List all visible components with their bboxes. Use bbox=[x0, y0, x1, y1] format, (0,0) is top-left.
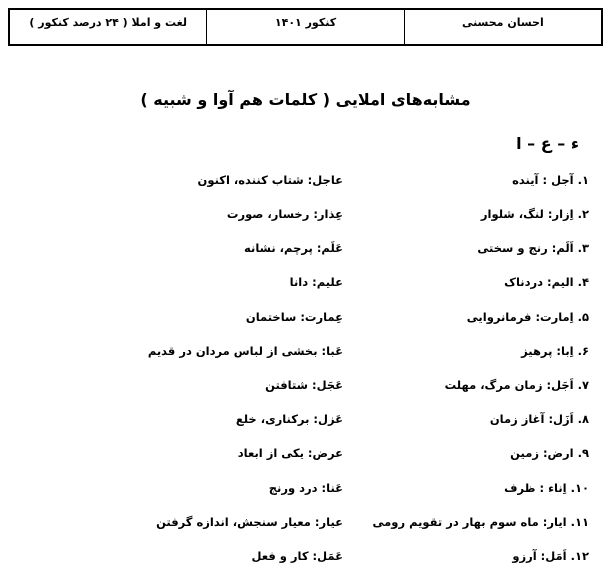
header-topic: لغت و املا ( ۲۴ درصد کنکور ) bbox=[10, 10, 207, 44]
word-pair-row bbox=[0, 173, 611, 197]
word-right: ۶. اِبا: پرهیز bbox=[521, 344, 589, 358]
word-left: عَلَم: پرچم، نشانه bbox=[244, 241, 343, 255]
letters-heading: ء – ع – ا bbox=[516, 134, 579, 153]
word-right: ۱. آجل : آینده bbox=[512, 173, 589, 187]
word-pair-row bbox=[0, 275, 611, 299]
word-pair-row bbox=[0, 446, 611, 470]
word-left: عاجل: شتاب کننده، اکنون bbox=[197, 173, 343, 187]
word-right: ۲. اِزار: لنگ، شلوار bbox=[480, 207, 589, 221]
word-left: عَجَل: شتافتن bbox=[265, 378, 343, 392]
word-left: عِمارت: ساختمان bbox=[245, 310, 343, 324]
word-right: ۱۰. اِناء : ظرف bbox=[504, 481, 589, 495]
word-right: ۱۲. اَمَل: آرزو bbox=[512, 549, 589, 563]
word-left: عیار: معیار سنجش، اندازه گرفتن bbox=[156, 515, 343, 529]
header-author: احسان محسنی bbox=[461, 16, 544, 29]
word-pair-row bbox=[0, 378, 611, 402]
word-pair-row bbox=[0, 241, 611, 265]
word-right: ۸. اَزَل: آغاز زمان bbox=[489, 412, 589, 426]
word-pair-row bbox=[0, 412, 611, 436]
word-right: ۳. اَلَم: رنج و سختی bbox=[477, 241, 589, 255]
word-left: عَزل: برکناری، خلع bbox=[235, 412, 343, 426]
word-right: ۵. اِمارت: فرمانروایی bbox=[466, 310, 589, 324]
word-right: ۱۱. ایار: ماه سوم بهار در تقویم رومی bbox=[372, 515, 589, 529]
word-right: ۷. اَجَل: زمان مرگ، مهلت bbox=[444, 378, 589, 392]
word-left: عَمَل: کار و فعل bbox=[251, 549, 343, 563]
word-pair-row bbox=[0, 515, 611, 539]
word-pair-row bbox=[0, 344, 611, 368]
word-left: عِذار: رخسار، صورت bbox=[226, 207, 343, 221]
word-left: عَبا: بخشی از لباس مردان در قدیم bbox=[147, 344, 343, 358]
word-left: علیم: دانا bbox=[289, 275, 343, 289]
page-title: مشابه‌های املایی ( کلمات هم آوا و شبیه ) bbox=[140, 90, 471, 109]
word-pair-row bbox=[0, 549, 611, 573]
word-pair-row bbox=[0, 481, 611, 505]
word-left: عرض: یکی از ابعاد bbox=[237, 446, 343, 460]
header-exam: کنکور ۱۴۰۱ bbox=[207, 10, 404, 44]
word-pair-row bbox=[0, 310, 611, 334]
header-table bbox=[8, 8, 603, 46]
word-right: ۹. ارض: زمین bbox=[510, 446, 589, 460]
word-pair-row bbox=[0, 207, 611, 231]
word-right: ۴. الیم: دردناک bbox=[504, 275, 589, 289]
word-left: عَنا: درد ورنج bbox=[268, 481, 343, 495]
